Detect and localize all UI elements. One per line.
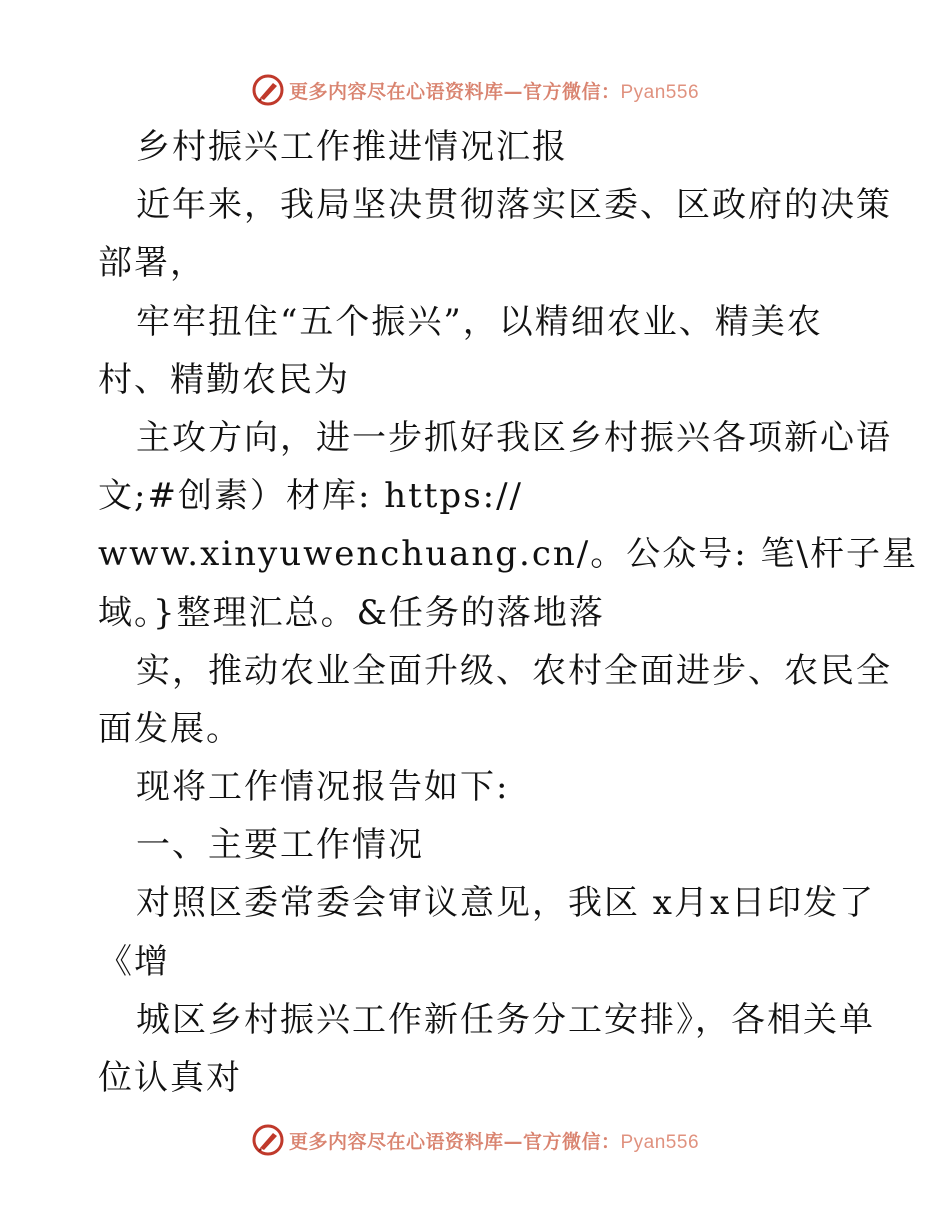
text-line: 位认真对: [98, 1058, 242, 1098]
footer-banner-text: 更多内容尽在心语资料库—官方微信：Pyan556: [288, 1130, 700, 1153]
header-wechat-id: Pyan556: [620, 81, 700, 103]
header-banner-text: 更多内容尽在心语资料库—官方微信：Pyan556: [288, 80, 700, 103]
text-line: 面发展。: [98, 708, 242, 749]
text-line: 现将工作情况报告如下:: [136, 767, 510, 808]
text-line: 一、主要工作情况: [136, 825, 424, 866]
text-line: 牢牢扭住“五个振兴”，以精细农业、精美农: [136, 301, 823, 342]
text-line: 村、精勤农民为: [98, 359, 350, 400]
text-line: 《增: [98, 941, 170, 982]
text-line: www.xinyuwenchuang.cn/。公众号: 笔\杆子星: [98, 534, 918, 575]
text-line: 部署，: [98, 243, 206, 284]
text-line: 乡村振兴工作推进情况汇报: [136, 127, 568, 167]
footer-wechat-id: Pyan556: [620, 1131, 700, 1153]
text-line: 域。}整理汇总。&任务的落地落: [98, 592, 605, 633]
text-line: 文;#创素）材库: https://: [98, 476, 524, 517]
document-body: [98, 118, 918, 1107]
footer-banner: [0, 1120, 950, 1160]
pen-logo-icon: [251, 1123, 285, 1157]
text-line: 近年来，我局坚决贯彻落实区委、区政府的决策: [136, 185, 892, 226]
text-line: 主攻方向，进一步抓好我区乡村振兴各项新心语: [136, 417, 892, 458]
text-line: 对照区委常委会审议意见，我区 x月x日印发了: [136, 883, 876, 924]
text-line: 实，推动农业全面升级、农村全面进步、农民全: [136, 650, 892, 691]
pen-logo-icon: [251, 73, 285, 107]
header-banner: [0, 70, 950, 110]
text-line: 城区乡村振兴工作新任务分工安排》，各相关单: [136, 999, 875, 1040]
